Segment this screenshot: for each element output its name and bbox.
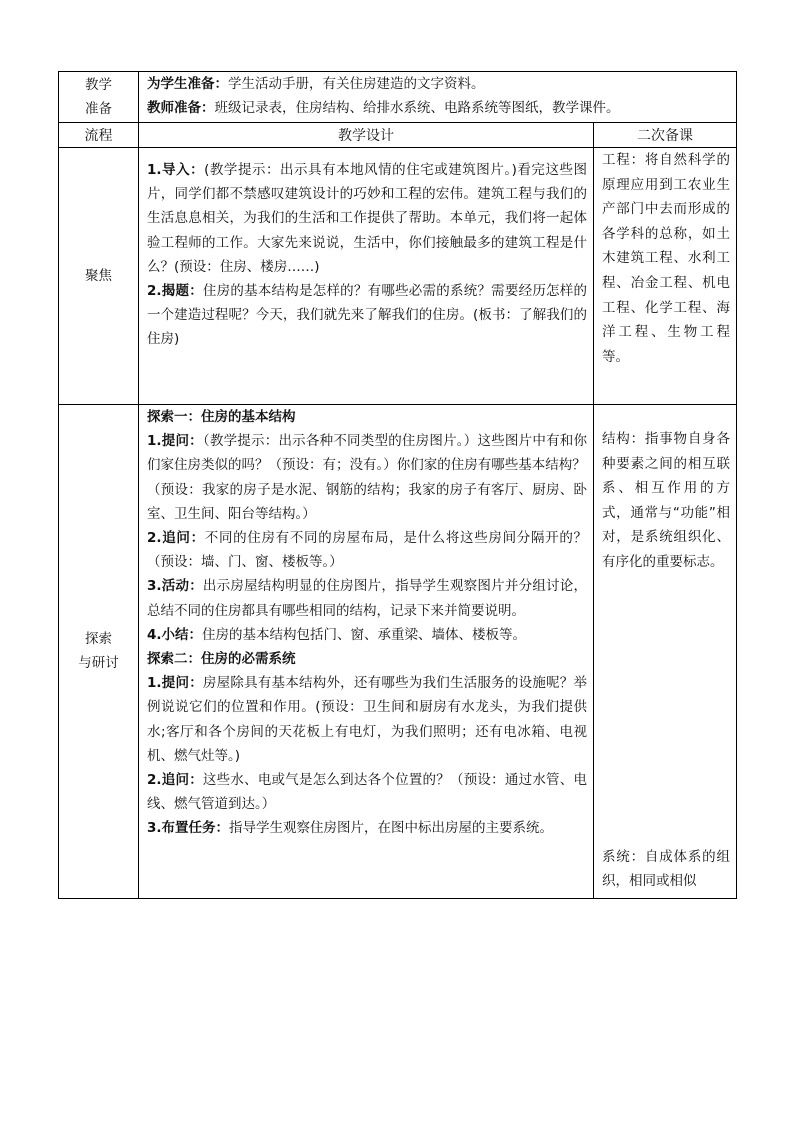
teacher-prep-text: 班级记录表，住房结构、给排水系统、电路系统等图纸，教学课件。 xyxy=(214,100,620,117)
header-design: 教学设计 xyxy=(139,123,594,148)
explore-label: 探索 与研讨 xyxy=(59,405,139,899)
explore-two-item: 2.追问：这些水、电或气是怎么到达各个位置的？（预设：通过水管、电线、燃气管道到达。） xyxy=(147,772,587,813)
focus-note: 工程：将自然科学的原理应用到工农业生产部门中去而形成的各学科的总称，如土木建筑工程、水利工程、冶金工程、机电工程、化学工程、海洋工程、生物工程等。 xyxy=(594,148,737,405)
student-prep-title: 为学生准备： xyxy=(147,76,228,92)
topic-text: 住房的基本结构是怎样的？有哪些必需的系统？需要经历怎样的一个建造过程呢？今天，我们就先来了解我们的住房。(板书：了解我们的住房) xyxy=(147,283,587,348)
focus-content xyxy=(139,148,594,405)
prep-label: 教学 准备 xyxy=(59,72,139,123)
explore-one-item: （预设：我家的房子是水泥、钢筋的结构；我家的房子有客厅、厨房、卧室、卫生间、阳台等结构。） xyxy=(147,481,587,522)
focus-label: 聚焦 xyxy=(59,148,139,405)
header-row xyxy=(59,123,737,148)
explore-two-title: 探索二：住房的必需系统 xyxy=(147,651,296,668)
explore-one-item: 3.活动：出示房屋结构明显的住房图片，指导学生观察图片并分组讨论，总结不同的住房都具有哪些相同的结构，记录下来并简要说明。 xyxy=(147,578,587,619)
topic-title: 2.揭题： xyxy=(147,283,203,300)
explore-one-title: 探索一：住房的基本结构 xyxy=(147,409,296,425)
header-revision: 二次备课 xyxy=(594,123,737,148)
student-prep-text: 学生活动手册，有关住房建造的文字资料。 xyxy=(228,76,485,92)
explore-row xyxy=(59,405,737,899)
header-process: 流程 xyxy=(59,123,139,148)
focus-topic xyxy=(147,279,587,352)
explore-one-item: 4.小结：住房的基本结构包括门、窗、承重梁、墙体、楼板等。 xyxy=(147,626,527,643)
explore-one-item: 1.提问：（教学提示：出示各种不同类型的住房图片。）这些图片中有和你们家住房类似的吗？（预设：有；没有。）你们家的住房有哪些基本结构？ xyxy=(147,433,588,474)
system-note: 系统：自成体系的组织，相同或相似 xyxy=(602,848,730,890)
teacher-prep-title: 教师准备： xyxy=(147,100,215,117)
lesson-plan-table xyxy=(58,71,737,899)
intro-text: (教学提示：出示具有本地风情的住宅或建筑图片。)看完这些图片，同学们都不禁感叹建筑设计的巧妙和工程的宏伟。建筑工程与我们的生活息息相关，为我们的生活和工作提供了帮助。本单元，我们将一起体验工程师的工作。大家先来说说，生活中，你们接触最多的建筑工程是什么？(预设：住房、楼房……) xyxy=(147,162,587,275)
explore-two-item: 3.布置任务：指导学生观察住房图片，在图中标出房屋的主要系统。 xyxy=(147,820,554,837)
prep-content xyxy=(139,72,737,123)
intro-title: 1.导入： xyxy=(147,162,205,178)
focus-intro xyxy=(147,158,587,279)
prep-row xyxy=(59,72,737,123)
explore-one-item: 2.追问：不同的住房有不同的房屋布局，是什么将这些房间分隔开的？（预设：墙、门、窗、楼板等。） xyxy=(147,530,588,571)
explore-two-item: 1.提问：房屋除具有基本结构外，还有哪些为我们生活服务的设施呢？举例说说它们的位置和作用。(预设：卫生间和厨房有水龙头，为我们提供水;客厅和各个房间的天花板上有电灯，为我们照明；还有电冰箱、电视机、燃气灶等。) xyxy=(147,675,587,764)
structure-note: 结构：指事物自身各种要素之间的相互联系、相互作用的方式，通常与“功能”相对，是系统组织化、有序化的重要标志。 xyxy=(602,431,730,570)
explore-content xyxy=(139,405,594,899)
explore-notes xyxy=(594,405,737,899)
focus-row xyxy=(59,148,737,405)
